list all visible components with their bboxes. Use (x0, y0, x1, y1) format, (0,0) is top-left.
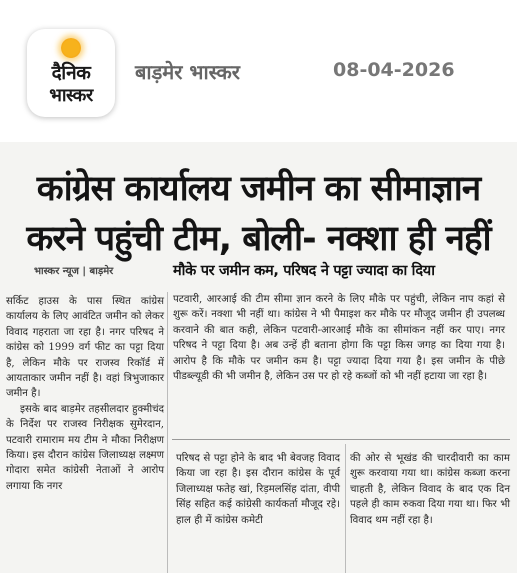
publication-name: बाड़मेर भास्कर (135, 60, 240, 84)
paragraph: सर्किट हाउस के पास स्थित कांग्रेस कार्यालय के लिए आवंटित जमीन को लेकर विवाद गहराता जा रहा है। नगर परिषद ने कांग्रेस को 1999 वर्ग फीट का पट्टा दिया है, लेकिन मौके पर राजस्व रिकॉर्ड में आयताकार जमीन नहीं है। वहां त्रिभुजाकार जमीन है। (6, 296, 164, 400)
paragraph: की ओर से भूखंड की चारदीवारी का काम शुरू करवाया गया था। कांग्रेस कब्जा करना चाहती है, लेकिन विवाद के बाद एक दिन पहले ही काम रुकवा दिया गया था। फिर भी विवाद थम नहीं रहा है। (350, 453, 510, 526)
column-divider (167, 292, 168, 573)
subheadline: मौके पर जमीन कम, परिषद ने पट्टा ज्यादा का दिया (173, 263, 435, 279)
article-column-3 (176, 451, 340, 528)
sun-icon (61, 38, 81, 58)
paragraph: परिषद से पट्टा होने के बाद भी बेवजह विवाद किया जा रहा है। इस दौरान कांग्रेस के पूर्व जिलाध्यक्ष फतेह खां, रिड़मलसिंह दांता, वीपी सिंह सहित कई कांग्रेसी कार्यकर्ता मौजूद रहे। हाल ही में कांग्रेस कमेटी (176, 453, 340, 526)
logo-text-line1: दैनिक (51, 62, 91, 84)
app-header (0, 0, 517, 142)
logo-text-line2: भास्कर (49, 85, 93, 106)
paragraph: इसके बाद बाड़मेर तहसीलदार हुक्मीचंद के निर्देश पर राजस्व निरीक्षक सुमेरदान, पटवारी रामाराम मय टीम ने मौका निरीक्षण किया। इस दौरान कांग्रेस जिलाध्यक्ष लक्ष्मण गोदारा समेत कांग्रेसी नेताओं ने आरोप लगाया कि नगर (6, 403, 164, 492)
article-column-4 (350, 451, 510, 528)
headline-line2: करने पहुंची टीम, बोली- नक्शा ही नहीं (26, 219, 491, 259)
article-column-1 (6, 294, 164, 494)
column-divider (345, 444, 346, 573)
dainik-bhaskar-logo[interactable] (27, 29, 115, 117)
byline: भास्कर न्यूज | बाड़मेर (34, 266, 114, 277)
headline-line1: कांग्रेस कार्यालय जमीन का सीमाज्ञान (36, 169, 481, 209)
newspaper-clipping (0, 142, 517, 573)
section-divider (172, 439, 510, 440)
edition-date: 08-04-2026 (333, 59, 455, 81)
paragraph: पटवारी, आरआई की टीम सीमा ज्ञान करने के लिए मौके पर पहुंची, लेकिन नाप कहां से शुरू करें। नक्शा भी नहीं था। कांग्रेस ने भी पैमाइश कर मौके पर मौजूद जमीन ही उपलब्ध करवाने की बात कही, लेकिन पटवारी-आरआई मौके का सीमांकन नहीं कर पाए। नगर परिषद ने पट्टा दिया है। अब उन्हें ही बताना होगा कि पट्टा किस जगह का दिया गया है। आरोप है कि मौके पर जमीन कम है। पट्टा ज्यादा दिया गया है। इस जमीन के पीछे पीडब्ल्यूडी की भी जमीन है, लेकिन उस पर हो रहे कब्जों को भी नहीं हटाया जा रहा है। (173, 294, 505, 383)
article-column-2 (173, 292, 505, 384)
